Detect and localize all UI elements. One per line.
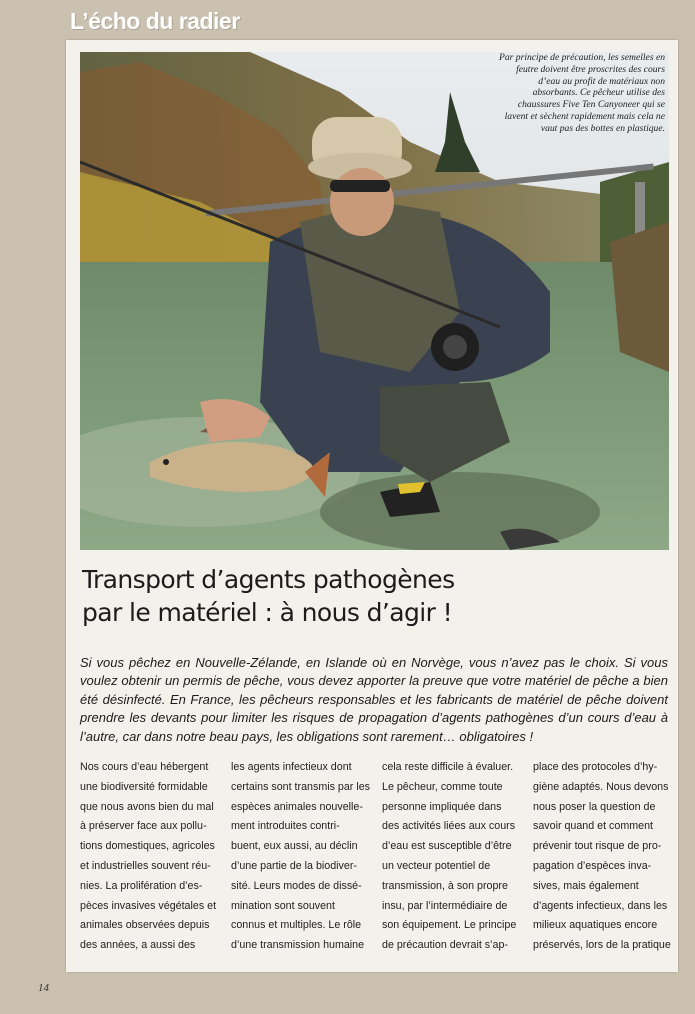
- article-title: [82, 563, 662, 629]
- body-line: espèces animales nouvelle-: [231, 800, 363, 813]
- body-line: nous poser la question de: [533, 800, 656, 813]
- body-line: insu, par l’intermédiaire de: [382, 899, 508, 912]
- body-line: nies. La prolifération d’es-: [80, 879, 203, 892]
- body-line: prévenir tout risque de pro-: [533, 840, 662, 853]
- body-column-4: [533, 758, 671, 956]
- photo-caption: Par principe de précaution, les semelles en feutre doivent être proscrites des cours d’eau au profit de matériaux non absorbants. Ce pêcheur utilise des chaussures Five Ten Canyoneer qui se lavent et sèchent rapidement mais cela ne vaut pas des bottes en plastique.: [499, 52, 665, 134]
- body-line: préservés, lors de la pratique: [533, 939, 671, 952]
- article-lead: Si vous pêchez en Nouvelle-Zélande, en Islande où en Norvège, vous n’avez pas le choix. Si vous voulez obtenir un permis de pêche, vous devez apporter la preuve que votre matériel de pêche a bien été désinfecté. En France, les pêcheurs responsables et les fabricants de matériel de pêche doivent prendre les devants pour limiter les risques de propagation d’agents pathogènes d’un cours d’eau à l’autre, car dans notre beau pays, les obligations sont rarement… obligatoires !: [80, 655, 668, 744]
- body-line: tions domestiques, agricoles: [80, 840, 215, 853]
- body-line: une biodiversité formidable: [80, 780, 208, 793]
- body-line: savoir quand et comment: [533, 820, 653, 833]
- body-line: son équipement. Le principe: [382, 919, 517, 932]
- body-column-1: [80, 758, 217, 956]
- body-line: buent, eux aussi, au déclin: [231, 840, 358, 853]
- body-line: que nous avons bien du mal: [80, 800, 214, 813]
- body-line: Nos cours d’eau hébergent: [80, 761, 209, 773]
- body-line: sives, mais également: [533, 879, 639, 892]
- body-line: transmission, à son propre: [382, 879, 508, 892]
- body-line: cela reste difficile à évaluer.: [382, 761, 514, 773]
- body-line: place des protocoles d’hy-: [533, 761, 658, 773]
- body-line: pèces invasives végétales et: [80, 899, 217, 912]
- title-line-2: par le matériel : à nous d’agir !: [82, 598, 453, 627]
- body-line: d’eau est susceptible d’être: [382, 840, 512, 853]
- body-line: giène adaptés. Nous devons: [533, 780, 669, 793]
- body-line: des années, a aussi des: [80, 939, 196, 952]
- section-title: L’écho du radier: [70, 8, 240, 34]
- body-line: les agents infectieux dont: [231, 761, 352, 773]
- page-number: 14: [38, 982, 49, 994]
- body-line: un vecteur potentiel de: [382, 859, 491, 872]
- body-line: certains sont transmis par les: [231, 780, 370, 793]
- article-body: [80, 758, 671, 973]
- body-column-2: [231, 758, 370, 956]
- body-line: mination sont souvent: [231, 899, 335, 912]
- body-line: d’agents infectieux, dans les: [533, 899, 668, 912]
- body-line: pagation d’espèces inva-: [533, 859, 652, 872]
- body-column-3: [382, 758, 516, 956]
- body-line: de précaution devrait s’ap-: [382, 939, 508, 952]
- body-line: d’une transmission humaine: [231, 939, 365, 952]
- body-line: sité. Leurs modes de dissé-: [231, 879, 362, 892]
- body-line: milieux aquatiques encore: [533, 919, 658, 932]
- body-line: à préserver face aux pollu-: [80, 820, 207, 833]
- body-line: des activités liées aux cours: [382, 820, 516, 833]
- body-line: ment introduites contri-: [231, 820, 340, 833]
- body-line: et industrielles souvent réu-: [80, 859, 211, 872]
- body-line: d’une partie de la biodiver-: [231, 859, 357, 872]
- body-line: personne impliquée dans: [382, 800, 502, 813]
- body-line: animales observées depuis: [80, 919, 210, 932]
- title-line-1: Transport d’agents pathogènes: [82, 565, 455, 594]
- body-line: connus et multiples. Le rôle: [231, 919, 362, 932]
- body-line: Le pêcheur, comme toute: [382, 780, 503, 793]
